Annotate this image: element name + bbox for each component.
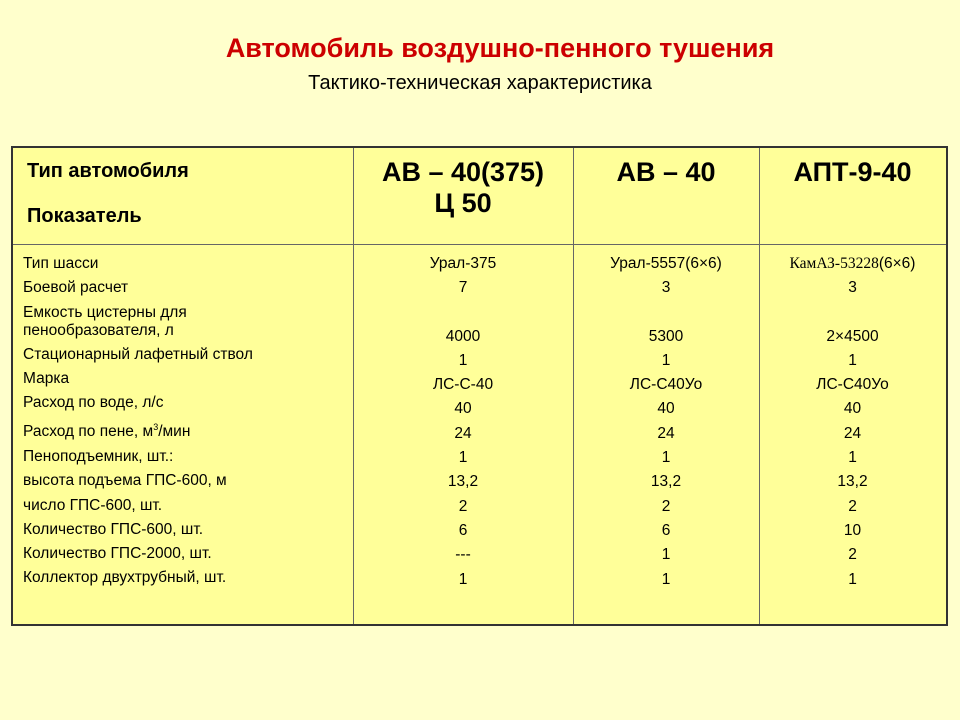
value-cell: 1: [661, 570, 671, 588]
value-cell: 2: [848, 546, 857, 564]
value-cell: 24: [657, 424, 675, 442]
row-label: Стационарный лафетный ствол: [23, 345, 253, 363]
value-cell: Урал-5557(6×6): [610, 255, 722, 272]
column-header-av40: [573, 157, 759, 188]
value-cell: 1: [848, 449, 857, 467]
row-labels: [23, 252, 253, 591]
values-av40-375: [353, 252, 573, 592]
value-gap: [573, 301, 759, 325]
values-av40: [573, 252, 759, 592]
column-header-apt940: [759, 157, 946, 188]
value-cell: 10: [843, 521, 862, 539]
values-apt940: [759, 252, 946, 592]
value-cell: 24: [843, 424, 862, 442]
value-cell: 5300: [648, 327, 684, 345]
row-label: Тип шасси: [23, 255, 99, 272]
row-label: [23, 415, 253, 444]
value-cell: 1: [848, 570, 857, 588]
header-indicator-label: Показатель: [27, 205, 142, 227]
row-label: Пеноподъемник, шт.:: [23, 447, 174, 465]
value-cell: 13,2: [447, 473, 479, 491]
value-cell: 1: [848, 351, 857, 369]
value-cell: 1: [661, 449, 671, 467]
value-cell: 3: [661, 279, 671, 297]
row-label: Количество ГПС-2000, шт.: [23, 545, 212, 563]
value-cell: 40: [657, 400, 675, 418]
column-header-av40-375: [353, 157, 573, 219]
row-label: [23, 301, 253, 343]
chassis-drive: (6×6): [878, 255, 916, 272]
row-label-text: /мин: [158, 423, 191, 441]
row-label: число ГПС-600, шт.: [23, 496, 163, 514]
value-cell: ЛС-С40Уо: [816, 376, 889, 394]
header-divider: [13, 244, 946, 245]
value-cell: 1: [458, 570, 468, 588]
value-cell: 2: [848, 497, 857, 515]
header-type-label: Тип автомобиля: [27, 160, 189, 182]
value-cell: 1: [661, 351, 671, 369]
value-cell: 24: [454, 424, 472, 442]
column-header-line: Ц 50: [434, 188, 492, 218]
row-label-text: Расход по пене, м: [23, 423, 154, 441]
value-cell: 6: [661, 521, 671, 539]
row-label: Марка: [23, 369, 70, 387]
value-cell: ---: [455, 546, 471, 564]
value-gap: [759, 301, 946, 325]
value-cell: 13,2: [650, 473, 682, 491]
chassis-model: КамАЗ-53228: [789, 255, 879, 272]
value-cell: 1: [661, 546, 671, 564]
row-label-line: Емкость цистерны для: [23, 303, 187, 321]
value-cell: 2: [661, 497, 671, 515]
value-cell: ЛС-С40Уо: [629, 376, 703, 394]
value-cell: 2×4500: [826, 327, 879, 345]
row-label: Количество ГПС-600, шт.: [23, 520, 204, 538]
row-label-line: пенообразователя, л: [23, 321, 174, 339]
value-cell: 7: [458, 279, 468, 297]
page-title: Автомобиль воздушно-пенного тушения: [225, 33, 775, 63]
value-cell: 1: [458, 449, 468, 467]
column-header-line: АВ – 40(375): [381, 157, 545, 187]
value-cell: 40: [454, 400, 472, 418]
value-cell: [759, 252, 946, 276]
column-header-line: АВ – 40: [616, 157, 716, 187]
value-cell: 1: [458, 351, 468, 369]
row-label: высота подъема ГПС-600, м: [23, 472, 227, 490]
value-cell: 3: [848, 279, 857, 297]
value-cell: Урал-375: [429, 255, 497, 272]
column-header-line: АПТ-9-40: [793, 157, 912, 187]
page-subtitle: Тактико-техническая характеристика: [308, 72, 652, 94]
value-gap: [353, 301, 573, 325]
row-label: Расход по воде, л/с: [23, 394, 164, 412]
value-cell: ЛС-С-40: [432, 376, 494, 394]
value-cell: 13,2: [837, 473, 868, 491]
value-cell: 4000: [445, 327, 481, 345]
row-label: Коллектор двухтрубный, шт.: [23, 569, 227, 587]
value-cell: 40: [843, 400, 862, 418]
superscript: 3: [153, 422, 159, 433]
row-label: Боевой расчет: [23, 279, 129, 297]
spec-table: [11, 146, 948, 626]
value-cell: 2: [458, 497, 468, 515]
value-cell: 6: [458, 521, 468, 539]
